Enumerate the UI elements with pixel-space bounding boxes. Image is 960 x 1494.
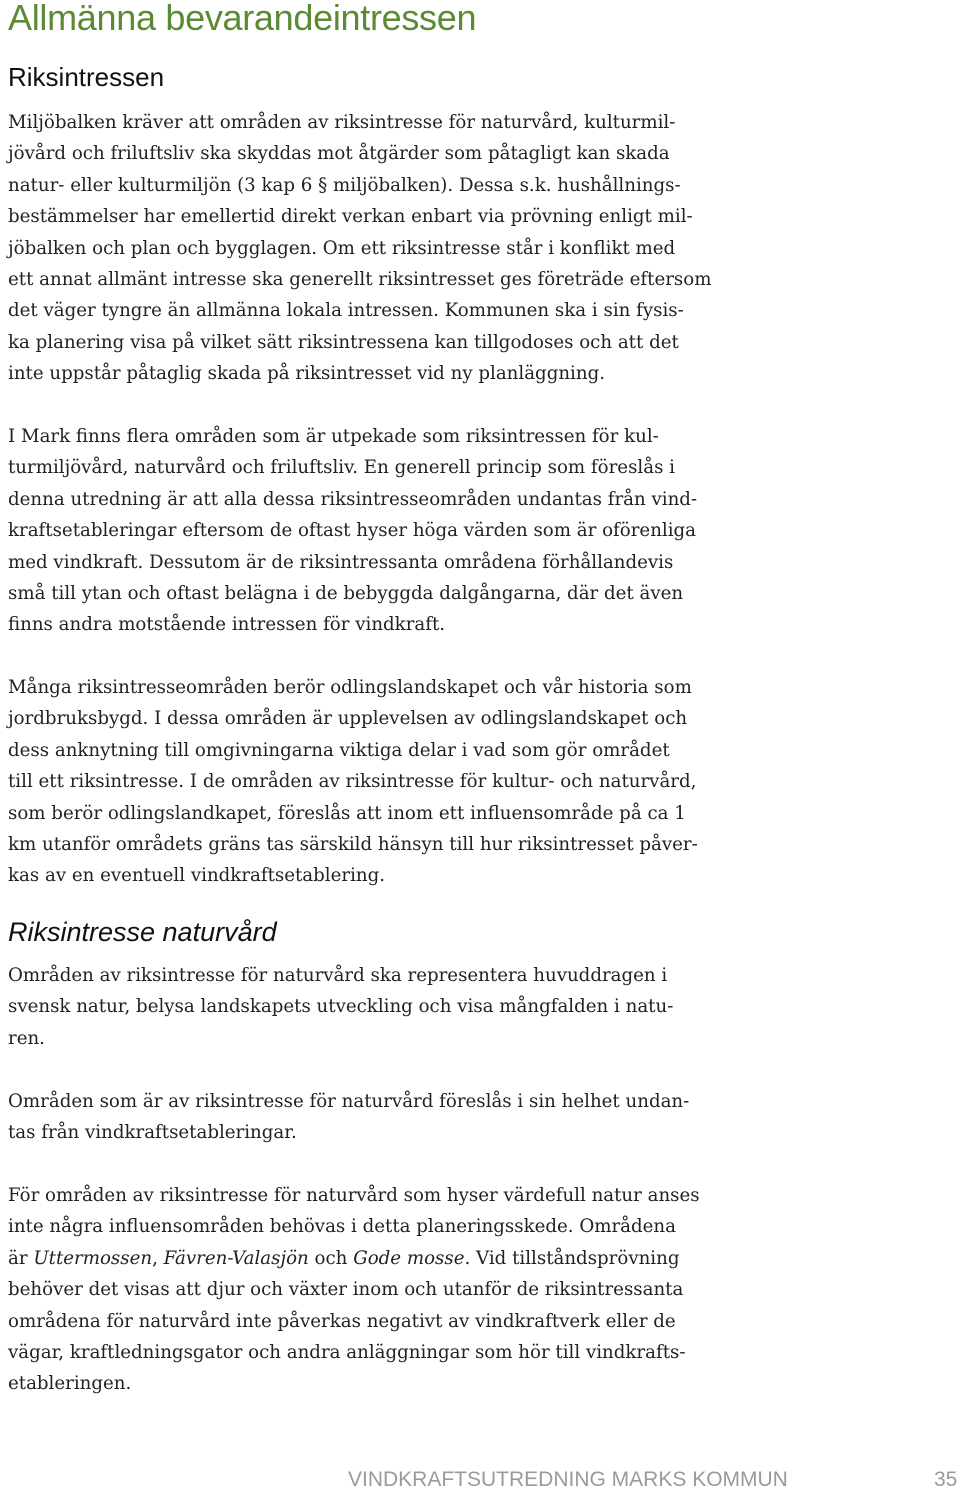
text-line: det väger tyngre än allmänna lokala intressen. Kommunen ska i sin fysis- <box>8 300 684 322</box>
sub-heading: Riksintresse naturvård <box>8 917 277 947</box>
text-segment: , <box>152 1247 164 1269</box>
text-line: små till ytan och oftast belägna i de bebyggda dalgångarna, där det även <box>8 583 684 605</box>
text-line <box>8 1243 700 1274</box>
text-line: behöver det visas att djur och växter inom och utanför de riksintressanta <box>8 1279 684 1301</box>
text-line: km utanför områdets gräns tas särskild hänsyn till hur riksintresset påver- <box>8 834 698 856</box>
paragraph-mark-riksintressen <box>8 421 697 641</box>
paragraph-naturvard-undantag <box>8 1086 689 1149</box>
text-line: med vindkraft. Dessutom är de riksintressanta områdena förhållandevis <box>8 551 674 573</box>
place-name-favren-valasjon: Fävren-Valasjön <box>163 1247 309 1269</box>
text-line: I Mark finns flera områden som är utpekade som riksintressen för kul- <box>8 426 659 447</box>
text-line: inte uppstår påtaglig skada på riksintresset vid ny planläggning. <box>8 363 606 385</box>
text-line: Områden av riksintresse för naturvård ska representera huvuddragen i <box>8 965 668 986</box>
text-line: Många riksintresseområden berör odlingslandskapet och vår historia som <box>8 677 692 698</box>
text-line: dess anknytning till omgivningarna viktiga delar i vad som gör området <box>8 739 670 761</box>
text-line: Områden som är av riksintresse för naturvård föreslås i sin helhet undan- <box>8 1091 690 1112</box>
text-line: jöbalken och plan och bygglagen. Om ett riksintresse står i konflikt med <box>8 237 676 259</box>
text-line: denna utredning är att alla dessa riksintresseområden undantas från vind- <box>8 488 698 510</box>
paragraph-odlingslandskap <box>8 672 698 892</box>
text-line: kraftsetableringar eftersom de oftast hyser höga värden som är oförenliga <box>8 520 697 542</box>
page-number: 35 <box>934 1468 958 1491</box>
text-line: tas från vindkraftsetableringar. <box>8 1122 297 1144</box>
text-line: ett annat allmänt intresse ska generellt riksintresset ges företräde eftersom <box>8 269 712 291</box>
text-line: ren. <box>8 1027 45 1049</box>
text-line: För områden av riksintresse för naturvård som hyser värdefull natur anses <box>8 1185 700 1206</box>
text-line: områdena för naturvård inte påverkas negativt av vindkraftverk eller de <box>8 1310 676 1332</box>
text-line: svensk natur, belysa landskapets utveckling och visa mångfalden i natu- <box>8 996 674 1018</box>
text-line: bestämmelser har emellertid direkt verkan enbart via prövning enligt mil- <box>8 206 693 228</box>
text-line: vägar, kraftledningsgator och andra anläggningar som hör till vindkrafts- <box>8 1342 686 1364</box>
text-line: kas av en eventuell vindkraftsetablering. <box>8 865 386 887</box>
paragraph-naturvard-omraden <box>8 1180 700 1400</box>
paragraph-riksintressen-intro <box>8 107 711 390</box>
text-line: ka planering visa på vilket sätt riksintressena kan tillgodoses och att det <box>8 331 679 353</box>
text-segment: och <box>308 1247 354 1269</box>
text-line: etableringen. <box>8 1373 132 1395</box>
footer-title: VINDKRAFTSUTREDNING MARKS KOMMUN <box>348 1468 788 1491</box>
place-name-gode-mosse: Gode mosse <box>353 1247 465 1269</box>
text-line: jövård och friluftsliv ska skyddas mot åtgärder som påtagligt kan skada <box>8 143 670 165</box>
text-segment: är <box>8 1247 34 1269</box>
place-name-uttermossen: Uttermossen <box>33 1247 153 1269</box>
text-segment: . Vid tillståndsprövning <box>464 1247 680 1269</box>
text-line: som berör odlingslandkapet, föreslås att inom ett influensområde på ca 1 <box>8 802 686 824</box>
text-line: Miljöbalken kräver att områden av riksintresse för naturvård, kulturmil- <box>8 112 676 133</box>
page-title: Allmänna bevarandeintressen <box>8 0 477 38</box>
text-line: jordbruksbygd. I dessa områden är upplevelsen av odlingslandskapet och <box>8 708 688 730</box>
section-heading: Riksintressen <box>8 62 165 92</box>
text-line: natur- eller kulturmiljön (3 kap 6 § miljöbalken). Dessa s.k. hushållnings- <box>8 174 681 196</box>
text-line: inte några influensområden behövas i detta planeringsskede. Områdena <box>8 1216 676 1238</box>
text-line: turmiljövård, naturvård och friluftsliv. En generell princip som föreslås i <box>8 457 675 479</box>
text-line: finns andra motstående intressen för vindkraft. <box>8 614 446 636</box>
paragraph-naturvard-intro <box>8 960 673 1054</box>
text-line: till ett riksintresse. I de områden av riksintresse för kultur- och naturvård, <box>8 771 697 793</box>
